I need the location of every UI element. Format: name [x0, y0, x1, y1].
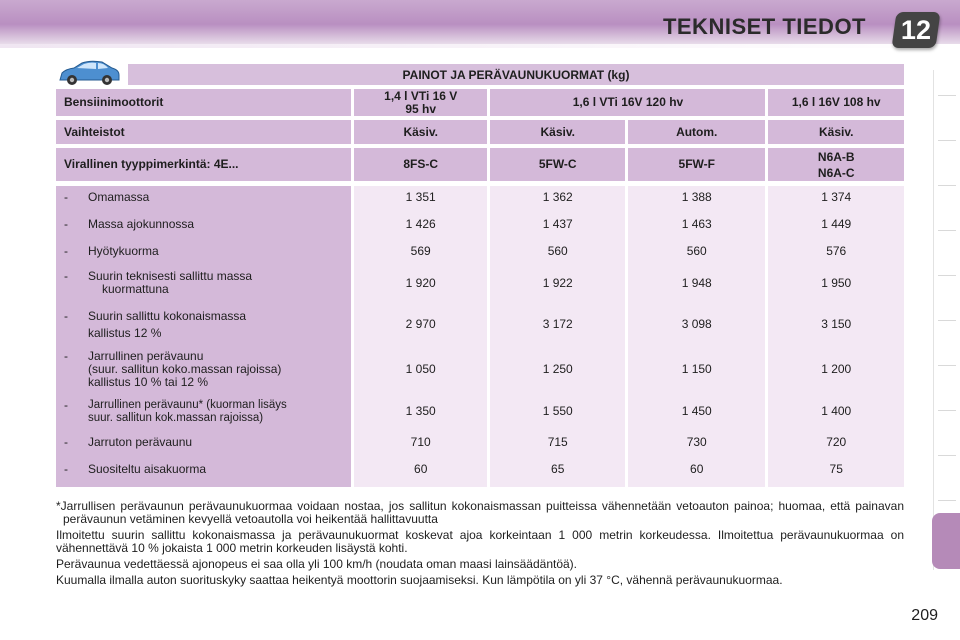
- row-label-cont: kuormattuna: [102, 282, 169, 296]
- table-cell: 3 150: [821, 317, 852, 331]
- data-table-body: [56, 186, 904, 487]
- table-cell: 1 950: [821, 276, 852, 290]
- engine-col1-line2: 95 hv: [405, 101, 437, 116]
- gearbox-col4: Käsiv.: [768, 120, 904, 144]
- table-cell: 1 922: [542, 276, 573, 290]
- row-dash: -: [64, 398, 68, 412]
- row-label: Suurin teknisesti sallittu massa: [88, 269, 253, 283]
- table-cell: 1 150: [681, 362, 712, 376]
- row-label: Suositeltu aisakuorma: [88, 462, 207, 476]
- table-cell: 715: [547, 435, 568, 449]
- engine-label: Bensiinimoottorit: [56, 89, 351, 116]
- car-icon: [56, 58, 122, 88]
- row-dash: -: [64, 244, 68, 258]
- value-column-4: [768, 186, 904, 487]
- table-cell: 1 426: [405, 217, 436, 231]
- type-col4-line1: N6A-B: [817, 149, 855, 164]
- table-cell: 3 172: [542, 317, 573, 331]
- table-cell: 1 351: [405, 190, 436, 204]
- tab-divider: [938, 185, 956, 186]
- header-stripe: [0, 44, 960, 48]
- gearbox-col3: Autom.: [628, 120, 766, 144]
- table-cell: 1 463: [681, 217, 712, 231]
- tab-divider: [938, 275, 956, 276]
- chapter-badge: [891, 12, 940, 48]
- row-label-cont: (suur. sallitun koko.massan rajoissa): [88, 362, 282, 376]
- table-cell: 569: [410, 244, 431, 258]
- row-label: Jarruton perävaunu: [88, 435, 193, 449]
- tab-divider: [938, 365, 956, 366]
- footnotes: [56, 500, 904, 590]
- chapter-tabs: [930, 70, 960, 570]
- table-cell: 1 350: [405, 404, 436, 418]
- table-cell: 60: [690, 462, 704, 476]
- type-col3: 5FW-F: [628, 148, 766, 181]
- value-column-1: [354, 186, 488, 487]
- table-cell: 1 200: [821, 362, 852, 376]
- page-title: TEKNISET TIEDOT: [662, 14, 866, 39]
- row-label: Omamassa: [88, 190, 150, 204]
- type-col4: [768, 148, 904, 181]
- table-cell: 720: [826, 435, 847, 449]
- page-number: 209: [911, 607, 938, 624]
- table-cell: 710: [410, 435, 431, 449]
- tab-divider: [938, 95, 956, 96]
- label-column: [56, 186, 351, 487]
- footnote-altitude: Ilmoitettu suurin sallittu kokonaismassa ja perävaunukuormat koskevat ajoa korkeintaan 1 000 metrin korkeudessa. Ilmoitettua perävaunukuormaa on vähennettävä 10 % jokaista 1 000 metrin korkeuden lisäystä kohti.: [56, 528, 904, 555]
- tab-chapter-12[interactable]: [932, 513, 960, 569]
- table-cell: 560: [547, 244, 568, 258]
- table-cell: 1 437: [542, 217, 573, 231]
- table-cell: 75: [829, 462, 843, 476]
- engine-col4: 1,6 l 16V 108 hv: [768, 89, 904, 116]
- table-cell: 560: [686, 244, 707, 258]
- gearbox-label: Vaihteistot: [56, 120, 351, 144]
- type-col1: 8FS-C: [354, 148, 488, 181]
- table-cell: 730: [686, 435, 707, 449]
- footnote-speed: Perävaunua vedettäessä ajonopeus ei saa olla yli 100 km/h (noudata oman maasi lainsäädäntöä).: [56, 557, 578, 571]
- row-dash: -: [64, 269, 68, 283]
- row-label-cont: kallistus 10 % tai 12 %: [88, 375, 209, 389]
- engine-col23: 1,6 l VTi 16V 120 hv: [490, 89, 765, 116]
- table-cell: 65: [551, 462, 565, 476]
- gearbox-row: [56, 120, 904, 144]
- row-label: Hyötykuorma: [88, 244, 159, 258]
- tab-divider: [938, 410, 956, 411]
- table-title: PAINOT JA PERÄVAUNUKUORMAT (kg): [128, 64, 904, 85]
- type-col2: 5FW-C: [490, 148, 625, 181]
- row-label-cont: kallistus 12 %: [88, 326, 162, 340]
- gearbox-col1: Käsiv.: [354, 120, 488, 144]
- row-dash: -: [64, 462, 68, 476]
- row-dash: -: [64, 190, 68, 204]
- row-label: Massa ajokunnossa: [88, 217, 195, 231]
- type-col4-line2: N6A-C: [817, 165, 855, 180]
- row-label: Suurin sallittu kokonaismassa: [88, 309, 247, 323]
- row-label: Jarrullinen perävaunu* (kuorman lisäys: [88, 399, 287, 411]
- tab-divider: [938, 320, 956, 321]
- row-label: Jarrullinen perävaunu: [88, 349, 204, 363]
- table-cell: 1 449: [821, 217, 852, 231]
- table-cell: 2 970: [405, 317, 436, 331]
- value-column-2: [490, 186, 625, 487]
- row-dash: -: [64, 217, 68, 231]
- table-cell: 1 050: [405, 362, 436, 376]
- engine-col1: [354, 89, 488, 116]
- table-cell: 1 388: [681, 190, 712, 204]
- value-column-3: [628, 186, 766, 487]
- table-cell: 1 948: [681, 276, 712, 290]
- gearbox-col2: Käsiv.: [490, 120, 625, 144]
- table-cell: 1 920: [405, 276, 436, 290]
- type-row: [56, 148, 904, 181]
- tab-divider: [938, 140, 956, 141]
- table-cell: 1 250: [542, 362, 573, 376]
- table-cell: 1 550: [542, 404, 573, 418]
- table-cell: 60: [414, 462, 428, 476]
- engine-col1-line1: 1,4 l VTi 16 V: [384, 88, 458, 103]
- type-label: Virallinen tyyppimerkintä: 4E...: [56, 148, 351, 181]
- tab-divider: [938, 455, 956, 456]
- row-label-cont: suur. sallitun kok.massan rajoissa): [88, 412, 264, 424]
- row-dash: -: [64, 435, 68, 449]
- footnote-trailer-load: *Jarrullisen perävaunun perävaunukuormaa voidaan nostaa, jos sallitun kokonaismassan puitteissa vähennetään vetoauton painoa; huomaa, että painavan perävaunun vetäminen kevyellä vetoautolla voi heikentää hallittavuutta: [56, 499, 904, 526]
- table-cell: 3 098: [681, 317, 712, 331]
- table-cell: 1 450: [681, 404, 712, 418]
- footnote-heat: Kuumalla ilmalla auton suorituskyky saattaa heikentyä moottorin suojaamiseksi. Kun lämpötila on yli 37 °C, vähennä perävaunukuormaa.: [56, 573, 783, 587]
- table-cell: 576: [826, 244, 847, 258]
- table-cell: 1 374: [821, 190, 852, 204]
- row-dash: -: [64, 309, 68, 323]
- chapter-number: 12: [900, 14, 932, 45]
- tab-divider: [938, 230, 956, 231]
- engine-row: [56, 89, 904, 116]
- table-cell: 1 400: [821, 404, 852, 418]
- tab-divider: [938, 500, 956, 501]
- table-cell: 1 362: [542, 190, 573, 204]
- row-dash: -: [64, 349, 68, 363]
